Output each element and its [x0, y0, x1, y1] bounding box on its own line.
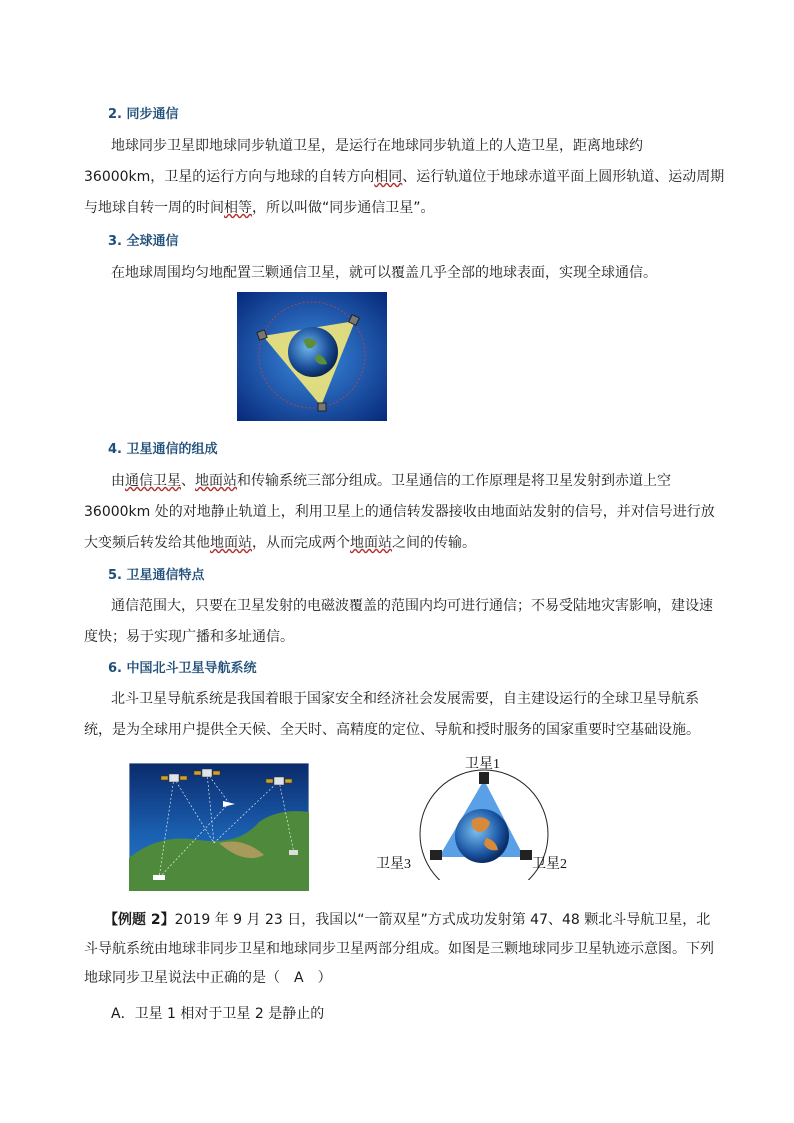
section-2-line-2	[84, 166, 724, 186]
section-3-line-1: 在地球周围均匀地配置三颗通信卫星，就可以覆盖几乎全部的地球表面，实现全球通信。	[111, 265, 657, 281]
earth-globe	[288, 327, 338, 377]
section-4-text: 大变频后转发给其他	[84, 535, 210, 551]
section-2-line-1: 地球同步卫星即地球同步轨道卫星，是运行在地球同步轨道上的人造卫星，距离地球约	[111, 138, 643, 154]
section-4-line-3	[84, 532, 476, 552]
section-4-line-1	[111, 470, 671, 490]
satellite-2-icon	[520, 850, 532, 860]
underlined-term: 相等	[224, 200, 252, 216]
section-2-text: 、运行轨道位于地球赤道平面上圆形轨道、运动周期	[402, 169, 725, 185]
section-3-heading: 3. 全球通信	[108, 234, 179, 249]
underlined-term: 相同	[374, 169, 403, 185]
section-4-heading: 4. 卫星通信的组成	[108, 442, 218, 457]
section-4-text: 由	[111, 473, 125, 489]
example-2-question	[84, 906, 714, 993]
section-5-heading: 5. 卫星通信特点	[108, 568, 205, 583]
section-4-text: 和传输系统三部分组成。卫星通信的工作原理是将卫星发射到赤道上空	[237, 473, 671, 489]
earth-globe	[455, 809, 509, 863]
section-6-heading: 6. 中国北斗卫星导航系统	[108, 661, 257, 676]
section-4-text: 之间的传输。	[392, 535, 476, 551]
section-2-text: 与地球自转一周的时间	[84, 200, 224, 216]
global-coverage-figure	[237, 292, 387, 421]
satellite-1-icon	[479, 772, 489, 784]
satellite-icon	[318, 403, 326, 411]
section-2-heading: 2. 同步通信	[108, 107, 179, 122]
section-2-text: ，所以叫做“同步通信卫星”。	[252, 200, 435, 216]
vehicle-icon	[289, 850, 298, 855]
underlined-term: 地面站	[210, 535, 252, 551]
ship-icon	[153, 875, 165, 880]
satellite-3-icon	[430, 850, 442, 860]
section-4-text: ，从而完成两个	[252, 535, 350, 551]
section-2-line-3	[84, 197, 435, 217]
section-4-text: 、	[181, 473, 195, 489]
section-6-paragraph: 北斗卫星导航系统是我国着眼于国家安全和经济社会发展需要，自主建设运行的全球卫星导航系统，是为全球用户提供全天候、全天时、高精度的定位、导航和授时服务的国家重要时空基础设施。	[84, 691, 700, 738]
example-2-text: 2019 年 9 月 23 日，我国以“一箭双星”方式成功发射第 47、48 颗北斗导航卫星，北斗导航系统由地球非同步卫星和地球同步卫星两部分组成。如图是三颗地球同步卫星轨迹示意图。下列地球同步卫星说法中正确的是（ A ）	[84, 912, 714, 986]
satellite-1-label: 卫星1	[465, 757, 500, 772]
section-4-line-2: 36000km 处的对地静止轨道上，利用卫星上的通信转发器接收由地面站发射的信号，并对信号进行放	[84, 504, 715, 520]
underlined-term: 通信卫星	[125, 473, 181, 489]
option-a: A．卫星 1 相对于卫星 2 是静止的	[111, 1006, 325, 1022]
section-5-paragraph: 通信范围大，只要在卫星发射的电磁波覆盖的范围内均可进行通信；不易受陆地灾害影响，建设速度快；易于实现广播和多址通信。	[84, 598, 713, 645]
satellite-3-label: 卫星3	[376, 857, 411, 872]
navigation-network-figure	[129, 763, 309, 891]
underlined-term: 地面站	[195, 473, 237, 489]
example-2-tag: 【例题 2】	[104, 912, 175, 928]
satellite-2-label: 卫星2	[532, 857, 567, 872]
underlined-term: 地面站	[350, 535, 392, 551]
section-2-text: 36000km，卫星的运行方向与地球的自转方向	[84, 169, 375, 185]
three-satellites-figure	[372, 752, 582, 880]
